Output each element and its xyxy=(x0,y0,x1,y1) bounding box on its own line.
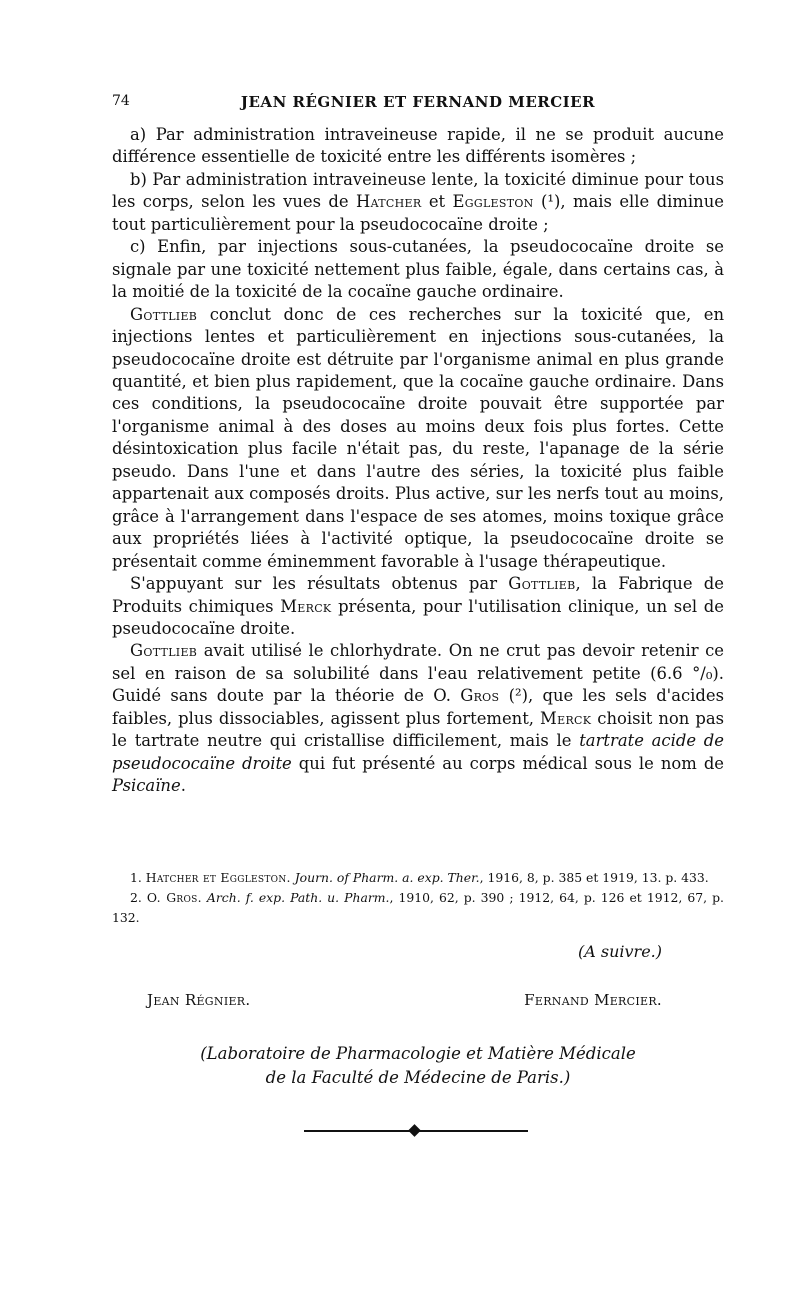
laboratory-line-2: de la Faculté de Médecine de Paris.) xyxy=(265,1068,571,1087)
paragraph-b xyxy=(112,169,724,236)
paragraph-merck-text-2: , la Fabrique de Produits chimiques xyxy=(112,574,724,616)
author-name: Gros xyxy=(460,686,500,706)
author-name: Hatcher xyxy=(356,192,422,212)
paragraph-psicaine-text-1: avait utilisé le chlorhydrate. On ne crut pas devoir retenir ce sel en raison de sa solubilité dans l'eau relativement petite (6.6 °/₀). Guidé sans doute par la théorie de O. xyxy=(112,641,724,706)
paragraph-psicaine-text-5: . xyxy=(180,776,186,796)
product-name: Psicaïne xyxy=(112,776,181,796)
laboratory-affiliation xyxy=(112,1042,724,1090)
author-name: Gottlieb xyxy=(508,574,576,594)
footnote-2 xyxy=(112,888,724,928)
author-name: Gottlieb xyxy=(130,641,198,661)
author-name: Eggleston xyxy=(452,192,534,212)
paragraph-a xyxy=(112,124,724,169)
footnote-journal: Arch. f. exp. Path. u. Pharm. xyxy=(201,890,390,905)
laboratory-line-1: (Laboratoire de Pharmacologie et Matière Médicale xyxy=(200,1044,636,1063)
paragraph-merck-text-1: S'appuyant sur les résultats obtenus par xyxy=(130,574,509,594)
footnote-1 xyxy=(112,868,724,888)
footnotes xyxy=(112,868,724,928)
diamond-icon xyxy=(408,1124,421,1137)
paragraph-b-text-1: b) Par administration intraveineuse lente, la toxicité diminue pour tous les corps, selon les vues de xyxy=(112,169,724,212)
paragraph-gottlieb xyxy=(112,304,724,573)
paragraph-gottlieb-text: conclut donc de ces recherches sur la toxicité que, en injections lentes et particulièrement en injections sous-cutanées, la pseudococaïne droite est détruite par l'organisme animal en plus grande quantité, et bien plus rapidement, que la cocaïne gauche ordinaire. Dans ces conditions, la pseudococaïne droite pouvait être supportée par l'organisme animal à des doses au moins deux fois plus fortes. Cette désintoxication plus facile n'était pas, du reste, l'apanage de la série pseudo. Dans l'une et dans l'autre des séries, la toxicité plus faible appartenait aux composés droits. Plus active, sur les nerfs tout au moins, grâce à l'arrangement dans l'espace de ses atomes, moins toxique grâce aux propriétés liées à l'activité optique, la pseudococaïne droite se présentait comme éminemment favorable à l'usage thérapeutique. xyxy=(112,304,724,571)
company-name: Merck xyxy=(280,596,332,616)
paragraph-b-text-2: , mais elle diminue tout particulièrement pour la pseudococaïne droite ; xyxy=(112,192,724,234)
signature-mercier: Fernand Mercier. xyxy=(524,991,662,1009)
paragraph-psicaine-text-4: qui fut présenté au corps médical sous le nom de xyxy=(291,753,725,773)
signature-regnier: Jean Régnier. xyxy=(147,991,251,1009)
connector-text: et xyxy=(421,192,453,212)
footnote-reference: , 1910, 62, p. 390 ; 1912, 64, p. 126 et 1912, 67, p. 132. xyxy=(112,890,724,925)
page-number: 74 xyxy=(112,93,130,109)
paragraph-merck xyxy=(112,573,724,640)
running-title: JEAN RÉGNIER ET FERNAND MERCIER xyxy=(240,93,596,111)
company-name: Merck xyxy=(540,708,592,728)
paragraph-a-text: a) Par administration intraveineuse rapide, il ne se produit aucune différence essentielle de toxicité entre les différents isomères ; xyxy=(112,125,724,167)
paragraph-c xyxy=(112,236,724,303)
continued-note: (A suivre.) xyxy=(578,942,662,961)
paragraph-c-text: c) Enfin, par injections sous-cutanées, la pseudococaïne droite se signale par une toxicité nettement plus faible, égale, dans certains cas, à la moitié de la toxicité de la cocaïne gauche ordinaire. xyxy=(112,237,724,302)
footnote-number: 2. xyxy=(130,890,147,905)
paragraph-merck-text-3: présenta, pour l'utilisation clinique, un sel de pseudococaïne droite. xyxy=(112,596,724,638)
footnote-reference: , 1916, 8, p. 385 et 1919, 13. p. 433. xyxy=(479,870,709,885)
paragraph-psicaine-text-2: , que les sels d'acides faibles, plus dissociables, agissent plus fortement, xyxy=(112,686,724,728)
main-text xyxy=(112,124,724,798)
emphasis-text: tartrate acide de pseudococaïne droite xyxy=(112,731,724,773)
end-ornament xyxy=(304,1125,528,1137)
footnote-authors: O. Gros. xyxy=(146,890,202,905)
page-header xyxy=(112,93,724,115)
author-name: Gottlieb xyxy=(130,304,198,324)
footnote-ref: (²) xyxy=(499,686,528,706)
footnote-authors: Hatcher et Eggleston. xyxy=(145,870,291,885)
footnote-journal: Journ. of Pharm. a. exp. Ther. xyxy=(290,870,480,885)
footnote-number: 1. xyxy=(130,870,146,885)
paragraph-psicaine xyxy=(112,640,724,797)
paragraph-psicaine-text-3: choisit non pas le tartrate neutre qui cristallise difficilement, mais le xyxy=(112,708,724,751)
footnote-ref: (¹) xyxy=(533,192,561,212)
